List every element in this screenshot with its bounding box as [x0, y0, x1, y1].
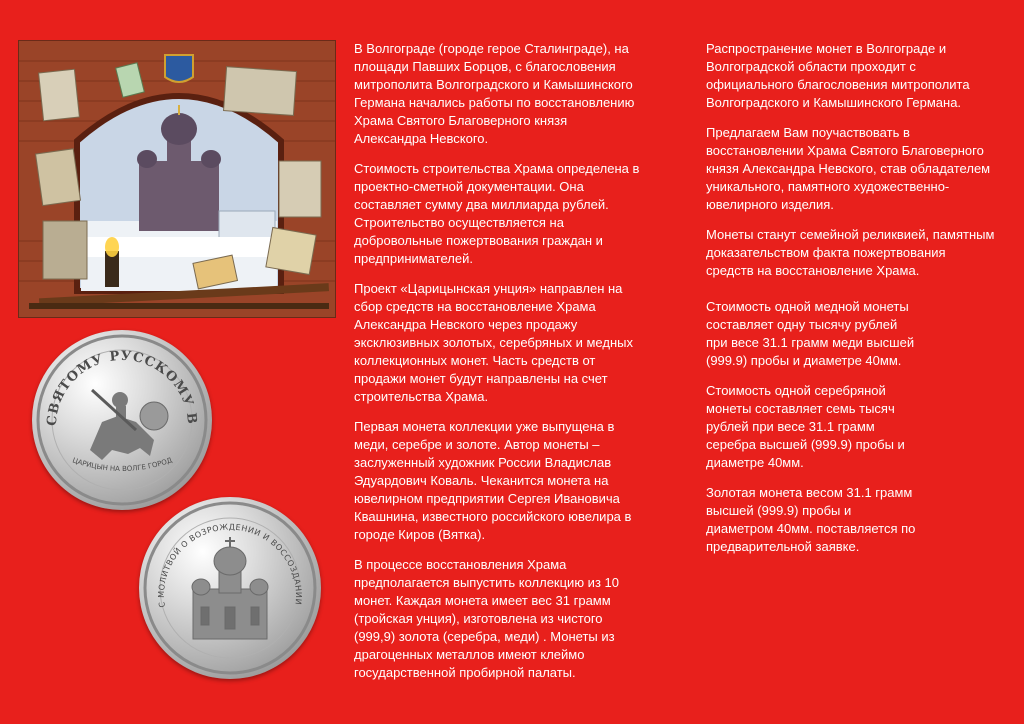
coin-front-legend: СВЯТОМУ РУССКОМУ В: [44, 348, 200, 427]
coin-back: [139, 497, 321, 679]
coin-front-illustration: [32, 330, 212, 510]
paragraph-construction-cost: Стоимость строительства Храма определена в проектно-сметной документации. Она составляет сумму два миллиарда рублей. Строительство осуществляется на добровольные пожертвования граждан и предпринимателей.: [354, 161, 640, 266]
coin-front: [32, 330, 212, 510]
painting-illustration: [19, 41, 335, 317]
coin-back-legend: С МОЛИТВОЙ О ВОЗРОЖДЕНИИ И ВОССОЗДАНИИ: [156, 522, 304, 609]
paragraph-collection-plan: В процессе восстановления Храма предполагается выпустить коллекцию из 10 монет. Каждая монета имеет вес 31 грамм (тройская унция), изготовлена из чистого (999,9) золота (серебра, меди) . Монеты из драгоценных металлов имеют клеймо государственной пробирной палаты.: [354, 557, 619, 680]
paragraph-invitation: Предлагаем Вам поучаствовать в восстановлении Храма Святого Благоверного князя Александра Невского, став обладателем уникального, памятного художественно- ювелирного изделия.: [706, 125, 991, 212]
paragraph-distribution: Распространение монет в Волгограде и Волгоградской области проходит с официального благословения митрополита Волгоградского и Камышинского Германа.: [706, 41, 970, 110]
paragraph-copper-coin-price: Стоимость одной медной монеты составляет одну тысячу рублей при весе 31.1 грамм меди высшей (999.9) пробы и диаметре 40мм.: [706, 299, 915, 368]
paragraph-family-relic: Монеты станут семейной реликвией, памятным доказательством факта пожертвования средств на восстановление Храма.: [706, 227, 995, 278]
paragraph-silver-coin-price: Стоимость одной серебряной монеты составляет семь тысяч рублей при весе 31.1 грамм серебра высшей (999.9) пробы и диаметре 40мм.: [706, 383, 905, 470]
paragraph-gold-coin: Золотая монета весом 31.1 грамм высшей (999.9) пробы и диаметром 40мм. поставляется по предварительной заявке.: [706, 485, 916, 554]
coin-back-illustration: [139, 497, 321, 679]
text-column-right: [706, 40, 1006, 568]
coin-front-inscription: ЦАРИЦЫН НА ВОЛГЕ ГОРОД: [71, 456, 174, 474]
paragraph-restoration-start: В Волгограде (городе герое Сталинграде), на площади Павших Борцов, с благословения митрополита Волгоградского и Камышинского Германа начались работы по восстановлению Храма Святого Благоверного князя Александра Невского.: [354, 41, 635, 146]
paragraph-project-description: Проект «Царицынская унция» направлен на сбор средств на восстановление Храма Александра Невского через продажу эксклюзивных золотых, серебряных и медных коллекционных монет. Часть средств от продажи монет будут направлены на счет строительства Храма.: [354, 281, 633, 404]
paragraph-first-coin: Первая монета коллекции уже выпущена в меди, серебре и золоте. Автор монеты – заслуженный художник России Владислав Эдуардович Коваль. Чеканится монета на ювелирном предприятии Сергея Ивановича Квашнина, известного российского ювелира в городе Киров (Вятка).: [354, 419, 632, 542]
text-column-middle: [354, 40, 654, 694]
cathedral-painting: [18, 40, 336, 318]
